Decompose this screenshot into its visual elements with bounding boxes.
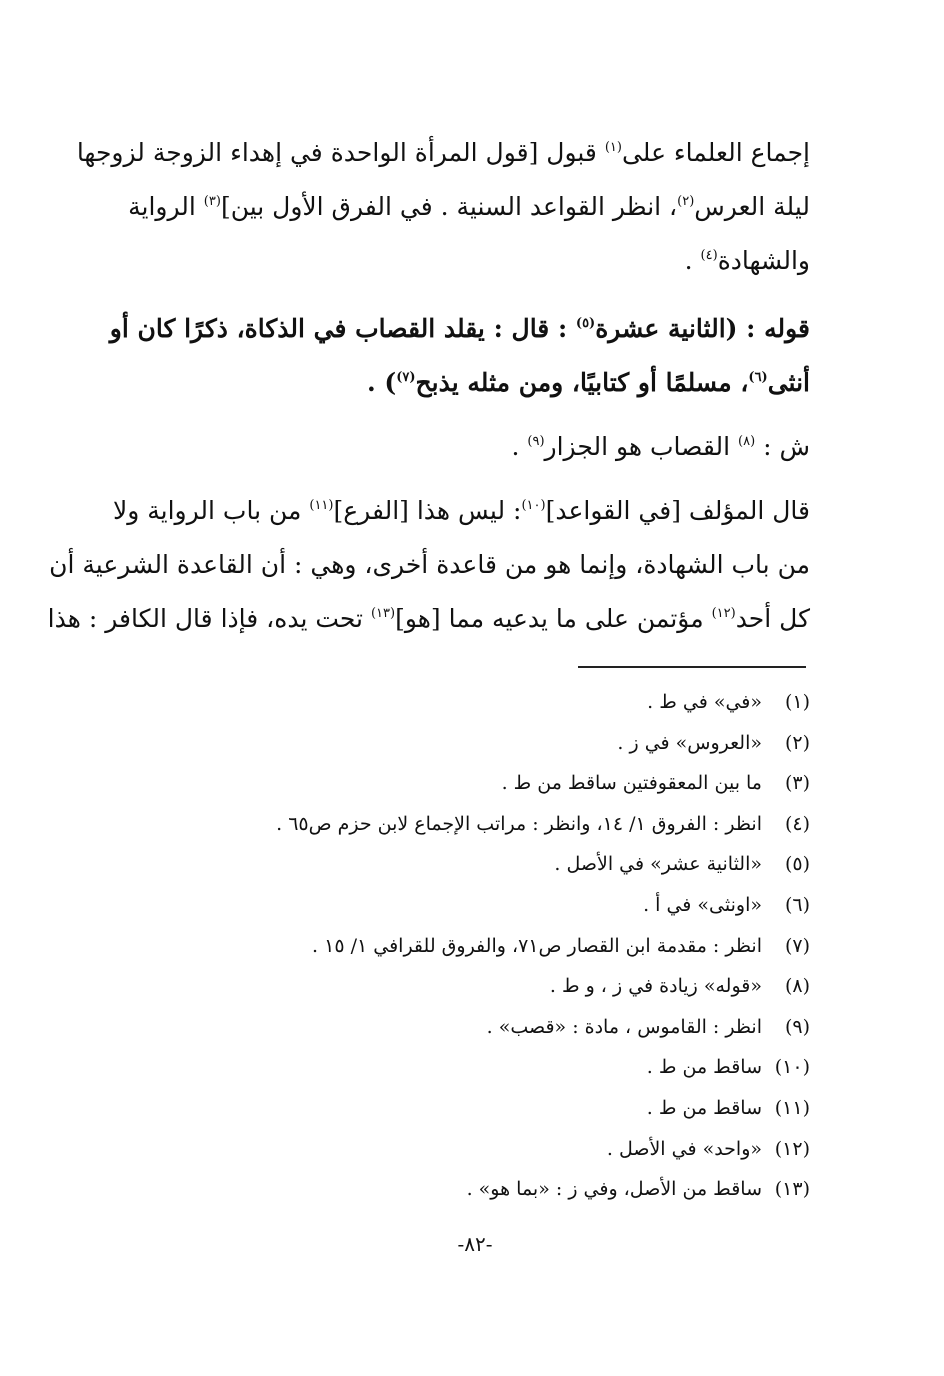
text-run: القصاب هو الجزار [544,432,739,461]
footnote-number: (٣) [784,772,810,795]
footnote-text: انظر : مقدمة ابن القصار ص٧١، والفروق للقرافي ١/ ١٥ . [312,934,762,957]
text-run: . [684,246,701,275]
footnote-marker: (١٠) [521,498,546,513]
footnote [150,682,810,723]
footnote [150,844,810,885]
footnote-text: «قوله» زيادة في ز ، و ط . [549,975,762,998]
text-run: مؤتمن على ما يدعيه مما [هو] [395,604,712,633]
footnote [150,966,810,1007]
footnote-marker: (٥) [575,316,596,331]
footnote-number: (٥) [784,853,810,876]
footnote-text: ما بين المعقوفتين ساقط من ط . [501,772,762,795]
footnote-marker: (٦) [748,370,768,385]
text-run: : قال : يقلد القصاب في الذكاة، ذكرًا كان أو [109,314,576,343]
footnote-marker: (٢) [677,194,695,209]
footnote [150,1129,810,1170]
footnote-marker: (٧) [396,370,416,385]
footnote-number: (١١) [774,1096,810,1119]
footnote-text: انظر : الفروق ١/ ١٤، وانظر : مراتب الإجماع لابن حزم ص٦٥ . [276,812,762,835]
footnote-marker: (١٢) [711,606,736,621]
footnote-number: (٢) [784,731,810,754]
text-run: . [511,432,528,461]
text-run: ، انظر القواعد السنية . في الفرق الأول بين] [220,192,678,221]
footnote [150,885,810,926]
text-line [104,234,810,288]
footnote-number: (١٢) [774,1137,810,1160]
text-run: ) . [366,368,397,397]
footnote-marker: (١١) [309,498,334,513]
footnote-marker: (٣) [203,194,221,209]
footnote [150,926,810,967]
text-line [104,180,810,234]
text-line [76,126,810,180]
text-run: كل أحد [735,604,810,633]
footnotes-list [150,682,810,1210]
footnote [150,1169,810,1210]
text-line [47,592,810,646]
text-run: قبول [قول المرأة الواحدة في إهداء الزوجة لزوجها [76,138,605,167]
footnote-marker: (١٣) [370,606,396,621]
footnote-separator [578,666,806,668]
footnote [150,804,810,845]
text-line [104,302,810,356]
paragraph-4 [47,484,810,646]
text-line [104,484,810,538]
footnote-text: ساقط من ط . [646,1096,762,1119]
footnote-marker: (١) [604,140,622,155]
footnote [150,1088,810,1129]
text-run: من باب الرواية ولا [112,496,310,525]
text-run: ش : [755,432,810,461]
page-number: -٨٢- [457,1232,493,1256]
text-line [104,356,810,410]
footnote-text: ساقط من ط . [646,1056,762,1079]
text-run: تحت يده، فإذا قال الكافر : هذا [47,604,371,633]
footnote-number: (٦) [784,893,810,916]
text-run: ، مسلمًا أو كتابيًا، ومن مثله يذبح [415,368,749,397]
text-run: ليلة العرس [694,192,810,221]
footnote-text: انظر : القاموس ، مادة : «قصب» . [486,1015,762,1038]
text-run: قال المؤلف [في القواعد] [545,496,810,525]
paragraph-1 [76,126,810,288]
footnote-marker: (٤) [700,248,718,263]
text-run: والشهادة [717,246,810,275]
paragraph-2-quote [104,302,810,410]
footnote-text: «في» في ط . [647,691,762,713]
footnote-number: (٧) [784,934,810,957]
footnote-number: (٨) [784,975,810,998]
footnote-marker: (٩) [527,434,545,449]
text-line [49,538,810,592]
footnote-number: (٤) [784,812,810,835]
footnote-text: «واحد» في الأصل . [606,1137,762,1160]
text-run: قوله : (الثانية عشرة [595,314,810,343]
text-run: أنثى [767,368,810,397]
text-run: من باب الشهادة، وإنما هو من قاعدة أخرى، وهي : أن القاعدة الشرعية أن [49,550,810,579]
footnote [150,723,810,764]
footnote [150,1047,810,1088]
footnote [150,763,810,804]
text-run: الرواية [128,192,204,221]
footnote-text: «الثانية عشر» في الأصل . [554,853,762,876]
footnote-number: (٩) [784,1015,810,1038]
footnote-text: ساقط من الأصل، وفي ز : «بما هو» . [466,1178,762,1201]
footnote [150,1007,810,1048]
text-run: إجماع العلماء على [621,138,810,167]
footnote-marker: (٨) [738,434,756,449]
text-run: : ليس هذا [الفرع] [333,496,522,525]
footnote-text: «اونثى» في أ . [643,893,762,916]
text-line [104,420,810,474]
footnote-number: (١٣) [774,1178,810,1201]
footnote-text: «العروس» في ز . [617,731,762,754]
paragraph-3-commentary [104,420,810,474]
footnote-number: (١٠) [774,1056,810,1079]
footnote-number: (١) [784,691,810,713]
